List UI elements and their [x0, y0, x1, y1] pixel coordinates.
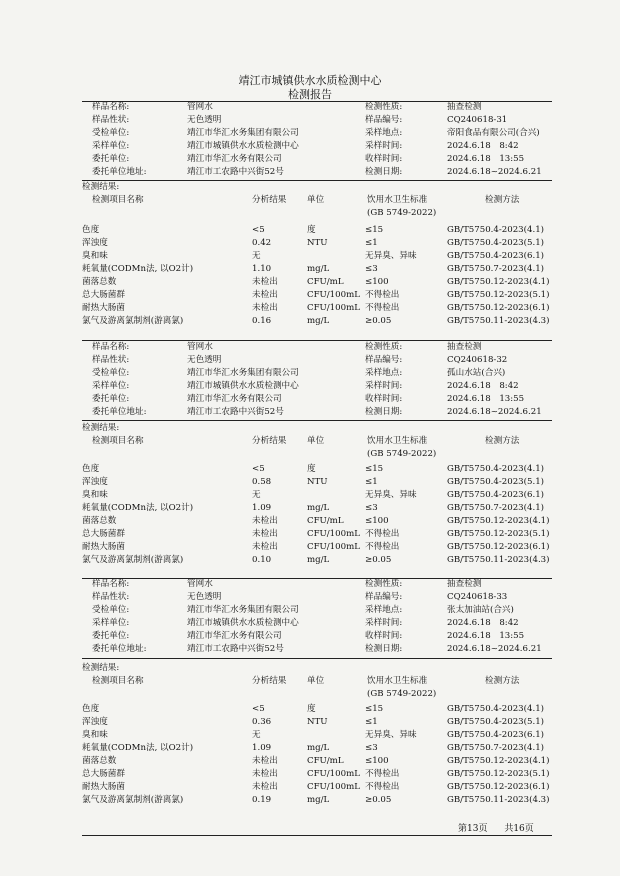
page-number: [458, 821, 534, 834]
table-row: 总大肠菌群 未检出 CFU/100mL 不得检出 GB/T5750.12-2023(5.1): [82, 529, 550, 539]
divider: [82, 420, 552, 421]
report-org-title: 靖江市城镇供水水质检测中心: [238, 74, 382, 87]
info-row: 样品名称: 管网水 检测性质: 抽查检测: [92, 579, 482, 589]
table-row: 耗氧量(CODMn法, 以O2计) 1.10 mg/L ≤3 GB/T5750.7-2023(4.1): [82, 264, 545, 274]
table-row: 菌落总数 未检出 CFU/mL ≤100 GB/T5750.12-2023(4.1): [82, 277, 550, 287]
table-header: (GB 5749-2022): [367, 689, 437, 699]
table-row: 氯气及游离氯制剂(游离氯) 0.19 mg/L ≥0.05 GB/T5750.11-2023(4.3): [82, 795, 550, 805]
results-label: 检测结果:: [82, 423, 120, 433]
table-row: 浑浊度 0.58 NTU ≤1 GB/T5750.4-2023(5.1): [82, 477, 545, 487]
table-row: 色度 <5 度 ≤15 GB/T5750.4-2023(4.1): [82, 225, 545, 235]
results-label: 检测结果:: [82, 663, 120, 673]
report-subtitle: 检测报告: [288, 88, 332, 101]
table-row: 总大肠菌群 未检出 CFU/100mL 不得检出 GB/T5750.12-2023(5.1): [82, 769, 550, 779]
table-row: 耗氧量(CODMn法, 以O2计) 1.09 mg/L ≤3 GB/T5750.7-2023(4.1): [82, 503, 545, 513]
table-row: 臭和味 无 无异臭、异味 GB/T5750.4-2023(6.1): [82, 251, 545, 261]
table-row: 臭和味 无 无异臭、异味 GB/T5750.4-2023(6.1): [82, 730, 545, 740]
info-row: 采样单位: 靖江市城镇供水水质检测中心 采样时间: 2024.6.18 8:42: [92, 381, 519, 391]
table-row: 耐热大肠菌 未检出 CFU/100mL 不得检出 GB/T5750.12-2023(6.1): [82, 782, 550, 792]
table-header: (GB 5749-2022): [367, 208, 437, 218]
info-row: 委托单位: 靖江市华汇水务有限公司 收样时间: 2024.6.18 13:55: [92, 394, 525, 404]
info-row: 样品性状: 无色透明 样品编号: CQ240618-33: [92, 592, 508, 602]
info-row: 采样单位: 靖江市城镇供水水质检测中心 采样时间: 2024.6.18 8:42: [92, 618, 519, 628]
table-row: 浑浊度 0.36 NTU ≤1 GB/T5750.4-2023(5.1): [82, 717, 545, 727]
info-row: 受检单位: 靖江市华汇水务集团有限公司 采样地点: 帝阳食品有限公司(合兴): [92, 128, 540, 138]
info-row: 样品名称: 管网水 检测性质: 抽查检测: [92, 342, 482, 352]
info-row: 样品名称: 管网水 检测性质: 抽查检测: [92, 102, 482, 112]
table-row: 色度 <5 度 ≤15 GB/T5750.4-2023(4.1): [82, 704, 545, 714]
info-row: 委托单位地址: 靖江市工农路中兴街52号 检测日期: 2024.6.18~2024.6.21: [92, 167, 542, 177]
info-row: 委托单位: 靖江市华汇水务有限公司 收样时间: 2024.6.18 13:55: [92, 631, 525, 641]
info-row: 委托单位: 靖江市华汇水务有限公司 收样时间: 2024.6.18 13:55: [92, 154, 525, 164]
info-row: 委托单位地址: 靖江市工农路中兴街52号 检测日期: 2024.6.18~2024.6.21: [92, 407, 542, 417]
table-row: 耗氧量(CODMn法, 以O2计) 1.09 mg/L ≤3 GB/T5750.7-2023(4.1): [82, 743, 545, 753]
table-row: 总大肠菌群 未检出 CFU/100mL 不得检出 GB/T5750.12-2023(5.1): [82, 290, 550, 300]
table-row: 氯气及游离氯制剂(游离氯) 0.10 mg/L ≥0.05 GB/T5750.11-2023(4.3): [82, 555, 550, 565]
info-row: 采样单位: 靖江市城镇供水水质检测中心 采样时间: 2024.6.18 8:42: [92, 141, 519, 151]
info-row: 样品性状: 无色透明 样品编号: CQ240618-32: [92, 355, 508, 365]
table-row: 氯气及游离氯制剂(游离氯) 0.16 mg/L ≥0.05 GB/T5750.11-2023(4.3): [82, 316, 550, 326]
info-row: 样品性状: 无色透明 样品编号: CQ240618-31: [92, 115, 508, 125]
info-row: 委托单位地址: 靖江市工农路中兴街52号 检测日期: 2024.6.18~2024.6.21: [92, 644, 542, 654]
table-row: 菌落总数 未检出 CFU/mL ≤100 GB/T5750.12-2023(4.1): [82, 516, 550, 526]
table-header: (GB 5749-2022): [367, 449, 437, 459]
info-row: 受检单位: 靖江市华汇水务集团有限公司 采样地点: 张太加油站(合兴): [92, 605, 514, 615]
table-header: 检测项目名称 分析结果 单位 饮用水卫生标准 检测方法: [92, 195, 520, 205]
footer-divider: [82, 835, 552, 836]
table-row: 耐热大肠菌 未检出 CFU/100mL 不得检出 GB/T5750.12-2023(6.1): [82, 542, 550, 552]
page-total: 共16页: [504, 824, 534, 834]
table-row: 浑浊度 0.42 NTU ≤1 GB/T5750.4-2023(5.1): [82, 238, 545, 248]
table-row: 色度 <5 度 ≤15 GB/T5750.4-2023(4.1): [82, 464, 545, 474]
table-header: 检测项目名称 分析结果 单位 饮用水卫生标准 检测方法: [92, 676, 520, 686]
table-row: 耐热大肠菌 未检出 CFU/100mL 不得检出 GB/T5750.12-2023(6.1): [82, 303, 550, 313]
results-label: 检测结果:: [82, 182, 120, 192]
page-current: 第13页: [458, 824, 488, 834]
table-row: 臭和味 无 无异臭、异味 GB/T5750.4-2023(6.1): [82, 490, 545, 500]
divider: [82, 658, 552, 659]
info-row: 受检单位: 靖江市华汇水务集团有限公司 采样地点: 孤山水站(合兴): [92, 368, 506, 378]
table-header: 检测项目名称 分析结果 单位 饮用水卫生标准 检测方法: [92, 436, 520, 446]
table-row: 菌落总数 未检出 CFU/mL ≤100 GB/T5750.12-2023(4.1): [82, 756, 550, 766]
